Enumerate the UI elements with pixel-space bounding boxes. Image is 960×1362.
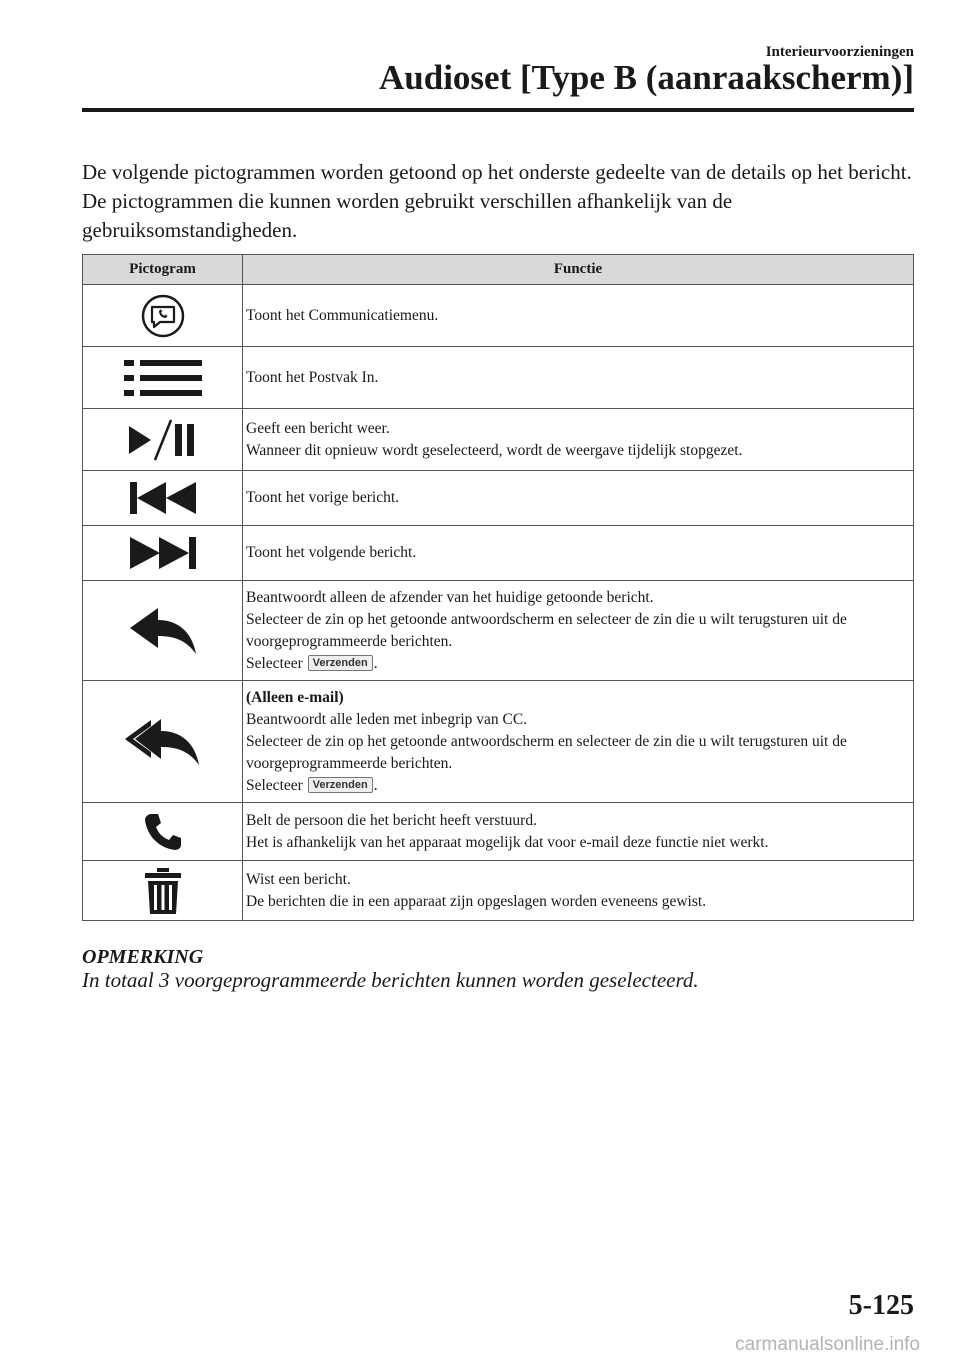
icon-cell	[83, 347, 243, 409]
function-cell	[243, 526, 914, 581]
select-prefix: Selecteer	[246, 776, 303, 794]
phone-icon	[143, 812, 183, 852]
function-cell	[243, 347, 914, 409]
table-row	[83, 526, 914, 581]
function-cell	[243, 581, 914, 681]
function-text: Geeft een bericht weer.	[246, 419, 390, 437]
function-cell	[243, 409, 914, 471]
communication-icon	[141, 294, 185, 338]
note-text: In totaal 3 voorgeprogrammeerde berichten kunnen worden geselecteerd.	[82, 968, 699, 992]
function-text: Selecteer de zin op het getoonde antwoordscherm en selecteer de zin die u wilt terugsturen uit de voorgeprogrammeerde berichten.	[246, 610, 847, 650]
function-cell	[243, 861, 914, 921]
function-text: Beantwoordt alle leden met inbegrip van CC.	[246, 710, 528, 728]
function-text: De berichten die in een apparaat zijn opgeslagen worden eveneens gewist.	[246, 892, 707, 910]
function-text: Wist een bericht.	[246, 870, 351, 888]
function-cell	[243, 681, 914, 803]
note-heading: OPMERKING	[82, 946, 204, 968]
icon-cell	[83, 681, 243, 803]
send-button: Verzenden	[308, 777, 373, 793]
pictogram-table	[82, 254, 914, 921]
table-row	[83, 803, 914, 861]
reply-all-icon	[125, 717, 201, 767]
icon-cell	[83, 409, 243, 471]
table-row	[83, 285, 914, 347]
select-suffix: .	[373, 776, 378, 794]
function-text: Wanneer dit opnieuw wordt geselecteerd, wordt de weergave tijdelijk stopgezet.	[246, 441, 743, 459]
section-header: Interieurvoorzieningen	[765, 44, 914, 60]
table-row	[83, 347, 914, 409]
table-row	[83, 861, 914, 921]
icon-cell	[83, 803, 243, 861]
function-cell	[243, 803, 914, 861]
header-pictogram: Pictogram	[83, 255, 243, 285]
play-pause-icon	[127, 416, 199, 464]
table-row	[83, 681, 914, 803]
inbox-list-icon	[124, 356, 202, 400]
table-header-row	[83, 255, 914, 285]
function-text: Selecteer de zin op het getoonde antwoordscherm en selecteer de zin die u wilt terugsturen uit de voorgeprogrammeerde berichten.	[246, 732, 847, 772]
icon-cell	[83, 861, 243, 921]
select-line	[246, 775, 909, 797]
function-text: Toont het Communicatiemenu.	[246, 306, 439, 324]
next-track-icon	[130, 535, 196, 571]
icon-cell	[83, 285, 243, 347]
select-line	[246, 653, 909, 675]
send-button: Verzenden	[308, 655, 373, 671]
previous-track-icon	[130, 480, 196, 516]
header-functie: Functie	[243, 255, 914, 285]
function-text: Toont het Postvak In.	[246, 368, 379, 386]
reply-icon	[128, 606, 198, 656]
watermark: carmanualsonline.info	[735, 1334, 920, 1355]
select-prefix: Selecteer	[246, 654, 303, 672]
table-row	[83, 581, 914, 681]
function-text: Het is afhankelijk van het apparaat mogelijk dat voor e-mail deze functie niet werkt.	[246, 833, 769, 851]
page-number: 5-125	[848, 1290, 914, 1321]
page-title: Audioset [Type B (aanraakscherm)]	[378, 58, 914, 97]
table-row	[83, 471, 914, 526]
function-text: Belt de persoon die het bericht heeft verstuurd.	[246, 811, 537, 829]
select-suffix: .	[373, 654, 378, 672]
icon-cell	[83, 526, 243, 581]
function-text: Toont het vorige bericht.	[246, 489, 400, 506]
function-cell	[243, 471, 914, 526]
function-cell	[243, 285, 914, 347]
function-text-bold: (Alleen e-mail)	[246, 688, 344, 706]
table-row	[83, 409, 914, 471]
icon-cell	[83, 581, 243, 681]
function-text: Toont het volgende bericht.	[246, 544, 417, 561]
icon-cell	[83, 471, 243, 526]
function-text: Beantwoordt alleen de afzender van het huidige getoonde bericht.	[246, 588, 654, 606]
header-rule	[82, 108, 914, 112]
trash-icon	[143, 867, 183, 915]
intro-paragraph: De volgende pictogrammen worden getoond op het onderste gedeelte van de details op het bericht. De pictogrammen die kunnen worden gebruikt verschillen afhankelijk van de gebruiksomstandigheden.	[82, 160, 912, 242]
